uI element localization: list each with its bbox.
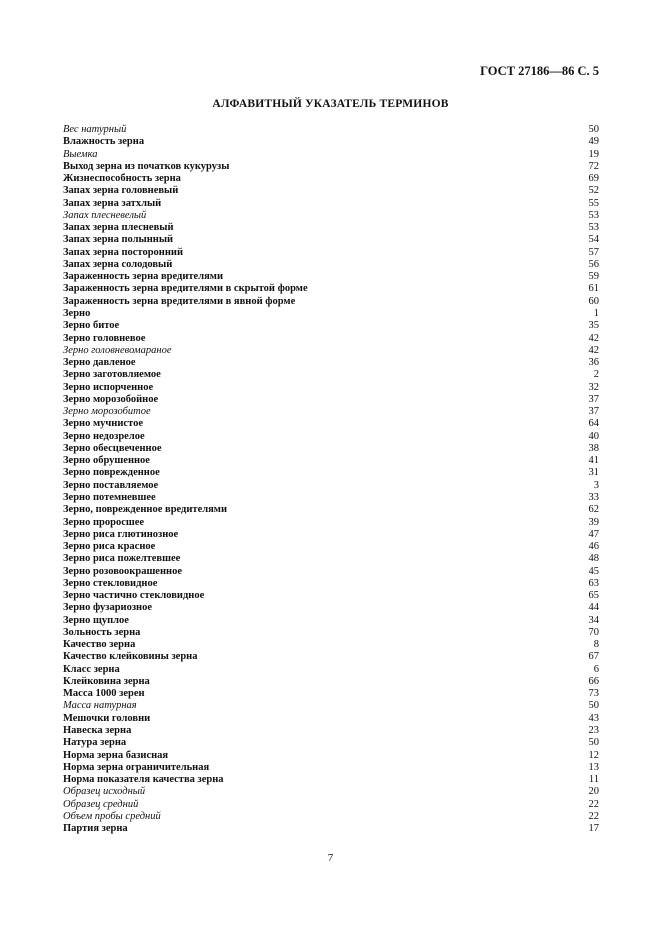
index-term: Зерно мучнистое — [63, 418, 143, 430]
index-entry — [63, 161, 599, 173]
index-term: Зараженность зерна вредителями в явной форме — [63, 295, 296, 307]
index-entry — [63, 811, 599, 823]
index-term-number: 3 — [593, 479, 599, 491]
index-term-number: 13 — [588, 761, 599, 773]
index-term-number: 70 — [588, 626, 599, 638]
index-entry — [63, 676, 599, 688]
index-entry — [63, 504, 599, 516]
index-entry — [63, 320, 599, 332]
index-entry — [63, 443, 599, 455]
index-entry — [63, 651, 599, 663]
index-term: Зерно морозобойное — [63, 393, 159, 405]
index-term: Запах зерна полынный — [63, 234, 174, 246]
index-term-number: 38 — [588, 442, 599, 454]
index-term: Жизнеспособность зерна — [63, 173, 181, 185]
index-term-number: 31 — [588, 467, 599, 479]
index-term: Зерно заготовляемое — [63, 369, 161, 381]
index-term: Зерно розовоокрашенное — [63, 565, 182, 577]
index-term-number: 19 — [588, 148, 599, 160]
index-term: Зерно поврежденное — [63, 467, 160, 479]
index-entry — [63, 688, 599, 700]
index-entry — [63, 823, 599, 835]
index-entry — [63, 750, 599, 762]
index-term: Мешочки головни — [63, 712, 151, 724]
index-term-number: 6 — [593, 663, 599, 675]
index-term-number: 36 — [588, 357, 599, 369]
index-entry — [63, 333, 599, 345]
index-term: Норма показателя качества зерна — [63, 774, 224, 786]
index-term-number: 66 — [588, 675, 599, 687]
index-term-number: 43 — [588, 712, 599, 724]
index-entry — [63, 198, 599, 210]
index-term-number: 8 — [593, 639, 599, 651]
index-term: Зерно битое — [63, 320, 120, 332]
index-entry — [63, 345, 599, 357]
index-term-number: 52 — [588, 185, 599, 197]
index-term-number: 2 — [593, 369, 599, 381]
index-term: Запах плесневелый — [63, 209, 147, 221]
index-term: Объем пробы средний — [63, 810, 161, 822]
index-term: Зерно, поврежденное вредителями — [63, 504, 228, 516]
index-entry — [63, 713, 599, 725]
index-term-number: 11 — [588, 774, 599, 786]
index-entry — [63, 602, 599, 614]
index-term: Масса 1000 зерен — [63, 688, 145, 700]
index-term: Норма зерна базисная — [63, 749, 169, 761]
index-term-number: 39 — [588, 516, 599, 528]
index-term-number: 55 — [588, 197, 599, 209]
index-term-number: 60 — [588, 295, 599, 307]
index-term-number: 41 — [588, 455, 599, 467]
index-term-number: 59 — [588, 271, 599, 283]
index-entry — [63, 517, 599, 529]
index-entry — [63, 762, 599, 774]
index-term-number: 73 — [588, 688, 599, 700]
index-term: Зерно головневое — [63, 332, 146, 344]
document-reference: ГОСТ 27186—86 С. 5 — [480, 64, 599, 78]
index-term: Зерно обесцвеченное — [63, 442, 162, 454]
index-term: Зерно потемневшее — [63, 491, 156, 503]
index-term-number: 64 — [588, 418, 599, 430]
index-term-number: 32 — [588, 381, 599, 393]
index-term-number: 56 — [588, 258, 599, 270]
index-entry — [63, 382, 599, 394]
index-entry — [63, 590, 599, 602]
index-term-number: 63 — [588, 577, 599, 589]
index-term: Зерно недозрелое — [63, 430, 145, 442]
index-term: Зерно частично стекловидное — [63, 590, 205, 602]
index-entry — [63, 369, 599, 381]
index-term-number: 50 — [588, 124, 599, 135]
index-title: АЛФАВИТНЫЙ УКАЗАТЕЛЬ ТЕРМИНОВ — [212, 98, 449, 110]
index-term: Зерно — [63, 307, 91, 319]
index-term-number: 12 — [588, 749, 599, 761]
index-entry — [63, 664, 599, 676]
index-term: Выход зерна из початков кукурузы — [63, 160, 230, 172]
index-term-number: 22 — [588, 810, 599, 822]
index-term-number: 33 — [588, 491, 599, 503]
index-term-number: 48 — [588, 553, 599, 565]
index-entry — [63, 124, 599, 136]
index-entry — [63, 185, 599, 197]
index-term-number: 17 — [588, 823, 599, 835]
index-entry — [63, 737, 599, 749]
index-entry — [63, 136, 599, 148]
index-term-number: 62 — [588, 504, 599, 516]
index-term: Образец средний — [63, 798, 139, 810]
index-entry — [63, 271, 599, 283]
index-term-number: 23 — [588, 725, 599, 737]
index-term: Норма зерна ограничительная — [63, 761, 210, 773]
index-entry — [63, 222, 599, 234]
index-entry — [63, 615, 599, 627]
index-entry — [63, 639, 599, 651]
index-entry — [63, 553, 599, 565]
index-entry — [63, 431, 599, 443]
index-term: Зерно риса красное — [63, 541, 156, 553]
index-entry — [63, 234, 599, 246]
index-term-number: 1 — [593, 307, 599, 319]
index-term-number: 67 — [588, 651, 599, 663]
index-term-number: 44 — [588, 602, 599, 614]
index-term: Класс зерна — [63, 663, 120, 675]
index-term-number: 35 — [588, 320, 599, 332]
index-term: Зерно щуплое — [63, 614, 129, 626]
index-term: Запах зерна затхлый — [63, 197, 162, 209]
index-term: Зерно обрушенное — [63, 455, 150, 467]
index-entry — [63, 418, 599, 430]
index-term-number: 34 — [588, 614, 599, 626]
index-term: Зерно риса глютинозное — [63, 528, 179, 540]
index-term-number: 65 — [588, 590, 599, 602]
index-term: Зерно фузариозное — [63, 602, 153, 614]
index-entry — [63, 492, 599, 504]
index-entry — [63, 529, 599, 541]
index-term-number: 42 — [588, 344, 599, 356]
index-entry — [63, 406, 599, 418]
index-entry — [63, 725, 599, 737]
index-entry — [63, 786, 599, 798]
index-term-number: 47 — [588, 528, 599, 540]
index-term: Качество клейковины зерна — [63, 651, 198, 663]
index-term: Клейковина зерна — [63, 675, 150, 687]
index-term-number: 53 — [588, 222, 599, 234]
index-term-number: 46 — [588, 541, 599, 553]
index-entry — [63, 259, 599, 271]
index-term: Зерно проросшее — [63, 516, 145, 528]
index-term: Выемка — [63, 148, 98, 160]
index-term: Вес натурный — [63, 124, 127, 135]
index-term-number: 54 — [588, 234, 599, 246]
index-term-number: 72 — [588, 160, 599, 172]
index-term: Натура зерна — [63, 737, 127, 749]
index-term: Запах зерна посторонний — [63, 246, 183, 258]
index-term-number: 20 — [588, 786, 599, 798]
index-term: Запах зерна головневый — [63, 185, 179, 197]
index-term: Зольность зерна — [63, 626, 141, 638]
index-term-number: 69 — [588, 173, 599, 185]
index-entry — [63, 541, 599, 553]
index-term-number: 40 — [588, 430, 599, 442]
index-term: Запах зерна плесневый — [63, 222, 174, 234]
index-term-number: 45 — [588, 565, 599, 577]
index-entry — [63, 480, 599, 492]
index-term-number: 37 — [588, 393, 599, 405]
index-entry — [63, 774, 599, 786]
index-term-number: 50 — [588, 737, 599, 749]
index-entry — [63, 566, 599, 578]
index-entry — [63, 627, 599, 639]
index-term: Запах зерна солодовый — [63, 258, 173, 270]
index-entry — [63, 210, 599, 222]
term-index-list — [63, 124, 599, 835]
index-term-number: 57 — [588, 246, 599, 258]
index-entry — [63, 296, 599, 308]
index-term: Масса натурная — [63, 700, 137, 712]
index-term: Зерно испорченное — [63, 381, 154, 393]
index-entry — [63, 578, 599, 590]
index-term: Партия зерна — [63, 823, 128, 835]
index-entry — [63, 283, 599, 295]
index-term: Зерно давленое — [63, 357, 136, 369]
index-term: Зараженность зерна вредителями — [63, 271, 223, 283]
index-entry — [63, 799, 599, 811]
index-term: Качество зерна — [63, 639, 136, 651]
index-entry — [63, 247, 599, 259]
index-entry — [63, 149, 599, 161]
index-term: Зерно стекловидное — [63, 577, 158, 589]
index-entry — [63, 173, 599, 185]
index-term: Зерно риса пожелтевшее — [63, 553, 181, 565]
index-term-number: 49 — [588, 136, 599, 148]
index-term-number: 61 — [588, 283, 599, 295]
index-term: Зерно морозобитое — [63, 406, 151, 418]
index-term: Навеска зерна — [63, 725, 132, 737]
index-entry — [63, 700, 599, 712]
index-term-number: 53 — [588, 209, 599, 221]
index-entry — [63, 455, 599, 467]
page-number: 7 — [327, 852, 334, 864]
index-term-number: 50 — [588, 700, 599, 712]
index-term-number: 37 — [588, 406, 599, 418]
index-term: Зерно поставляемое — [63, 479, 159, 491]
index-term: Образец исходный — [63, 786, 146, 798]
index-term: Влажность зерна — [63, 136, 145, 148]
index-entry — [63, 308, 599, 320]
index-term-number: 22 — [588, 798, 599, 810]
index-term-number: 42 — [588, 332, 599, 344]
index-term: Зараженность зерна вредителями в скрытой форме — [63, 283, 308, 295]
index-entry — [63, 467, 599, 479]
index-entry — [63, 357, 599, 369]
index-term: Зерно головневомараное — [63, 344, 172, 356]
index-entry — [63, 394, 599, 406]
